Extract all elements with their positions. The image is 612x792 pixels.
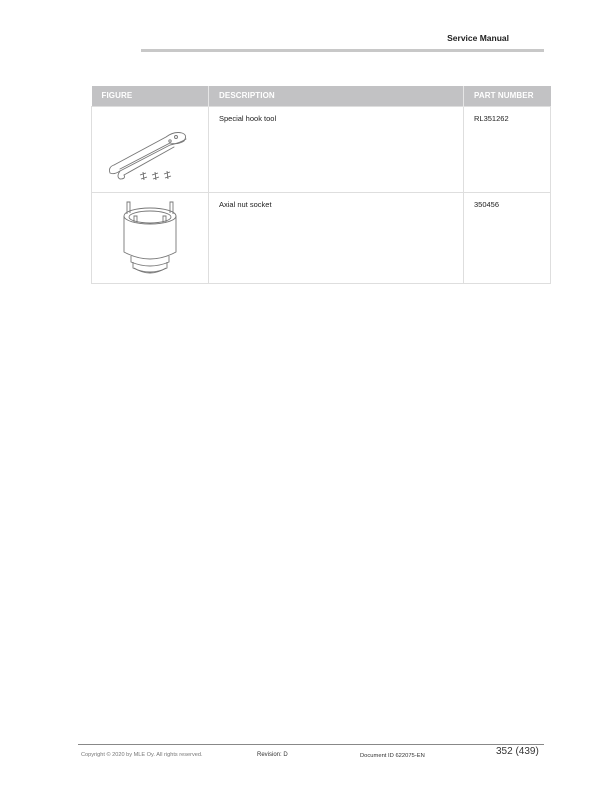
header-divider	[141, 49, 544, 52]
footer-divider	[78, 744, 544, 745]
table-header-row	[92, 86, 551, 106]
special-hook-tool-figure-icon	[100, 113, 200, 183]
figure-cell	[92, 192, 209, 283]
figure-cell	[92, 106, 209, 192]
page-number: 352 (439)	[496, 746, 539, 757]
footer-revision: Revision: D	[257, 752, 288, 758]
axial-nut-socket-figure-icon	[115, 194, 185, 279]
page-header-title: Service Manual	[447, 33, 509, 43]
part-number-cell: RL351262	[464, 106, 551, 192]
footer-document-id: Document ID 622075-EN	[360, 753, 425, 759]
column-header-figure: FIGURE	[92, 86, 209, 106]
column-header-part-number: PART NUMBER	[464, 86, 551, 106]
description-cell: Axial nut socket	[209, 192, 464, 283]
table-row	[92, 106, 551, 192]
description-cell: Special hook tool	[209, 106, 464, 192]
column-header-description: DESCRIPTION	[209, 86, 464, 106]
footer-copyright: Copyright © 2020 by MLE Oy. All rights reserved.	[81, 752, 203, 758]
table-row	[92, 192, 551, 283]
part-number-cell: 350456	[464, 192, 551, 283]
parts-table	[91, 86, 551, 284]
